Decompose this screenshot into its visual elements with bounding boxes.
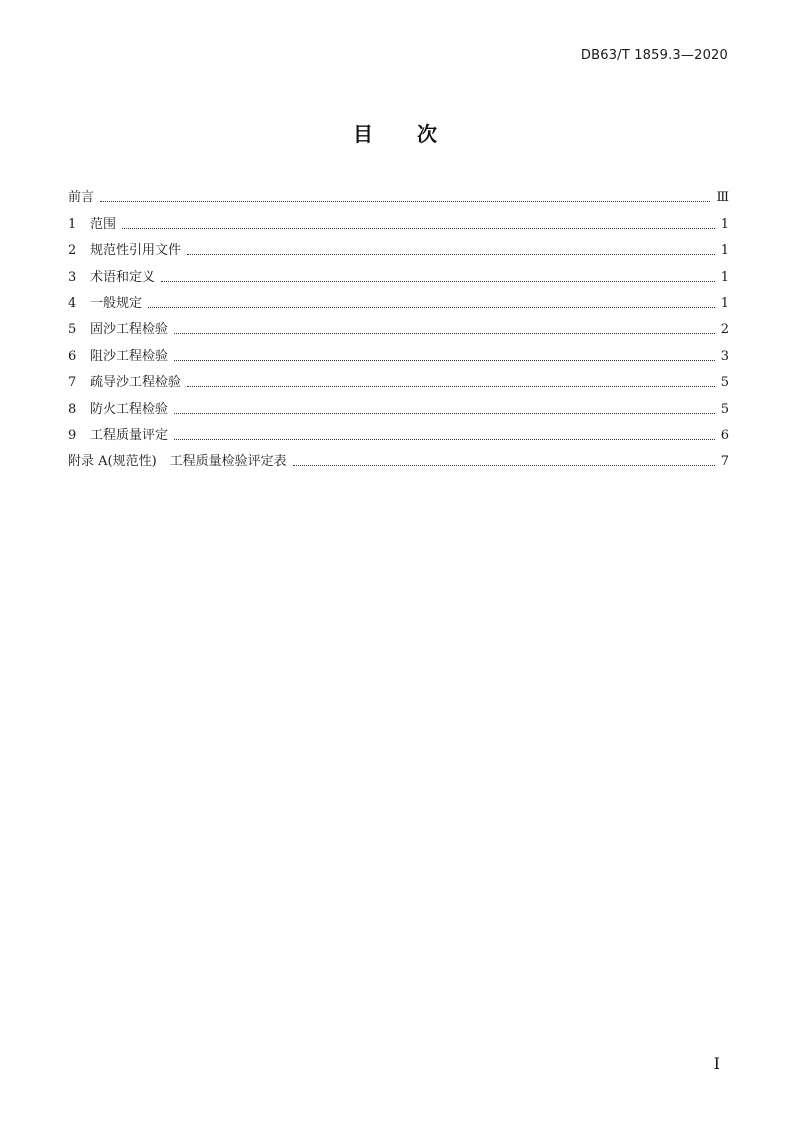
toc-entry-title: 一般规定 [90,295,143,311]
page-number: I [713,1054,720,1073]
toc-entry-title: 术语和定义 [90,269,156,285]
toc-leader-dots [161,280,715,282]
toc-entry-title: 疏导沙工程检验 [90,375,182,391]
table-of-contents [68,180,729,470]
toc-leader-dots [174,332,715,334]
toc-entry-page: 1 [720,216,729,232]
toc-leader-dots [174,438,715,440]
toc-entry-label [68,349,174,365]
toc-entry-label [68,270,161,286]
toc-entry-page: 5 [720,401,729,417]
toc-entry-number: 3 [68,269,77,285]
toc-entry-appendix-a[interactable] [68,444,729,470]
toc-entry-number: 7 [68,375,77,391]
toc-entry-sand-blocking[interactable] [68,338,729,364]
toc-entry-title: 固沙工程检验 [90,322,169,338]
toc-entry-foreword[interactable] [68,180,729,206]
toc-entry-general-provisions[interactable] [68,286,729,312]
toc-entry-page: 1 [720,295,729,311]
toc-entry-title: 附录 A(规范性) 工程质量检验评定表 [68,454,287,470]
toc-entry-page: 5 [720,375,729,391]
toc-entry-sand-fixation[interactable] [68,312,729,338]
toc-entry-number: 1 [68,216,77,232]
toc-entry-title: 范围 [90,216,117,232]
toc-entry-sand-diversion[interactable] [68,365,729,391]
toc-entry-title: 规范性引用文件 [90,243,182,259]
toc-entry-page: 7 [720,454,729,470]
toc-leader-dots [187,253,715,255]
toc-leader-dots [293,464,715,466]
toc-entry-page: 2 [720,322,729,338]
toc-leader-dots [148,306,715,308]
toc-entry-number: 5 [68,322,77,338]
toc-entry-label [68,217,122,233]
toc-entry-label [68,454,293,470]
toc-entry-number: 6 [68,348,77,364]
toc-entry-page: Ⅲ [716,190,729,206]
toc-entry-scope[interactable] [68,206,729,232]
toc-leader-dots [100,200,710,202]
toc-entry-number: 8 [68,401,77,417]
toc-entry-label [68,243,187,259]
page-title: 目次 [353,122,481,146]
toc-entry-title: 阻沙工程检验 [90,348,169,364]
toc-entry-page: 1 [720,269,729,285]
toc-entry-label [68,190,100,206]
toc-entry-label [68,322,174,338]
toc-entry-title: 前言 [68,190,95,206]
toc-entry-title: 防火工程检验 [90,401,169,417]
toc-leader-dots [187,385,715,387]
toc-entry-label [68,402,174,418]
toc-entry-number: 9 [68,427,77,443]
toc-entry-label [68,428,174,444]
toc-leader-dots [122,227,715,229]
toc-entry-page: 3 [720,348,729,364]
document-code: DB63/T 1859.3—2020 [580,48,728,63]
toc-entry-label [68,296,148,312]
toc-entry-normative-references[interactable] [68,233,729,259]
toc-entry-fire-prevention[interactable] [68,391,729,417]
toc-entry-page: 1 [720,243,729,259]
toc-leader-dots [174,359,715,361]
toc-entry-label [68,375,187,391]
toc-entry-page: 6 [720,427,729,443]
toc-entry-number: 4 [68,295,77,311]
toc-entry-title: 工程质量评定 [90,427,169,443]
toc-entry-terms-definitions[interactable] [68,259,729,285]
toc-entry-quality-assessment[interactable] [68,418,729,444]
toc-entry-number: 2 [68,243,77,259]
toc-leader-dots [174,412,715,414]
